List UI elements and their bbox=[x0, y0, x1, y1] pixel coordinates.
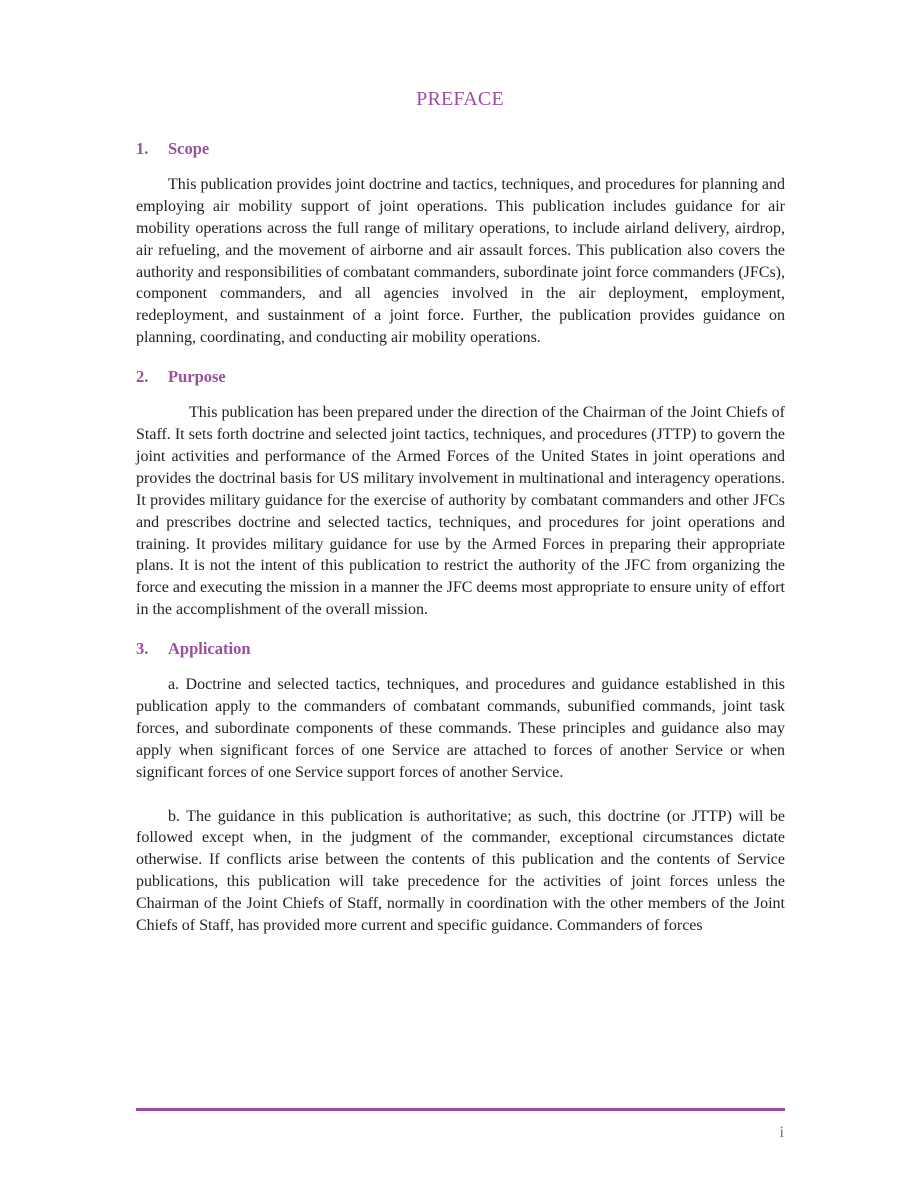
section-title: Application bbox=[168, 639, 251, 659]
section-heading bbox=[136, 138, 785, 160]
section-number: 1. bbox=[136, 139, 149, 158]
paragraph: a. Doctrine and selected tactics, techniques, and procedures and guidance established in this publication apply to the commanders of combatant commands, subunified commands, joint task forces, and subordinate components of these commands. These principles and guidance also may apply when significant forces of one Service are attached to forces of another Service or when significant forces of one Service support forces of another Service. bbox=[136, 676, 785, 781]
paragraph: This publication has been prepared under the direction of the Chairman of the Joint Chiefs of Staff. It sets forth doctrine and selected joint tactics, techniques, and procedures (JTTP) to govern the joint activities and performance of the Armed Forces of the United States in joint operations and provides the doctrinal basis for US military involvement in multinational and interagency operations. It provides military guidance for the exercise of authority by combatant commanders and other JFCs and prescribes doctrine and selected tactics, techniques, and procedures for joint operations and training. It provides military guidance for use by the Armed Forces in preparing their appropriate plans. It is not the intent of this publication to restrict the authority of the JFC from organizing the force and executing the mission in a manner the JFC deems most appropriate to ensure unity of effort in the accomplishment of the overall mission. bbox=[136, 404, 785, 619]
section-purpose bbox=[136, 366, 785, 621]
paragraph: b. The guidance in this publication is authoritative; as such, this doctrine (or JTTP) will be followed except when, in the judgment of the commander, exceptional circumstances dictate otherwise. If conflicts arise between the contents of this publication and the contents of Service publications, this publication will take precedence for the activities of joint forces unless the Chairman of the Joint Chiefs of Staff, normally in coordination with the other members of the Joint Chiefs of Staff, has provided more current and specific guidance. Commanders of forces bbox=[136, 807, 785, 935]
footer-divider bbox=[136, 1108, 785, 1111]
section-title: Scope bbox=[168, 139, 210, 158]
paragraph: This publication provides joint doctrine and tactics, techniques, and procedures for planning and employing air mobility support of joint operations. This publication includes guidance for air mobility operations across the full range of military operations, to include airland delivery, airdrop, air refueling, and the movement of airborne and air assault forces. This publication also covers the authority and responsibilities of combatant commanders, subordinate joint force commanders (JFCs), component commanders, and all agencies involved in the air deployment, employment, redeployment, and sustainment of a joint force. Further, the publication provides guidance on planning, coordinating, and conducting air mobility operations. bbox=[136, 175, 785, 347]
page-number: i bbox=[779, 1124, 784, 1141]
section-number: 2. bbox=[136, 367, 149, 387]
page-title: PREFACE bbox=[416, 88, 504, 110]
section-heading bbox=[136, 638, 785, 660]
section-scope bbox=[136, 138, 785, 349]
section-application bbox=[136, 638, 785, 937]
document-body bbox=[136, 138, 785, 954]
section-heading bbox=[136, 366, 785, 388]
section-number: 3. bbox=[136, 639, 149, 659]
section-title: Purpose bbox=[168, 367, 226, 387]
